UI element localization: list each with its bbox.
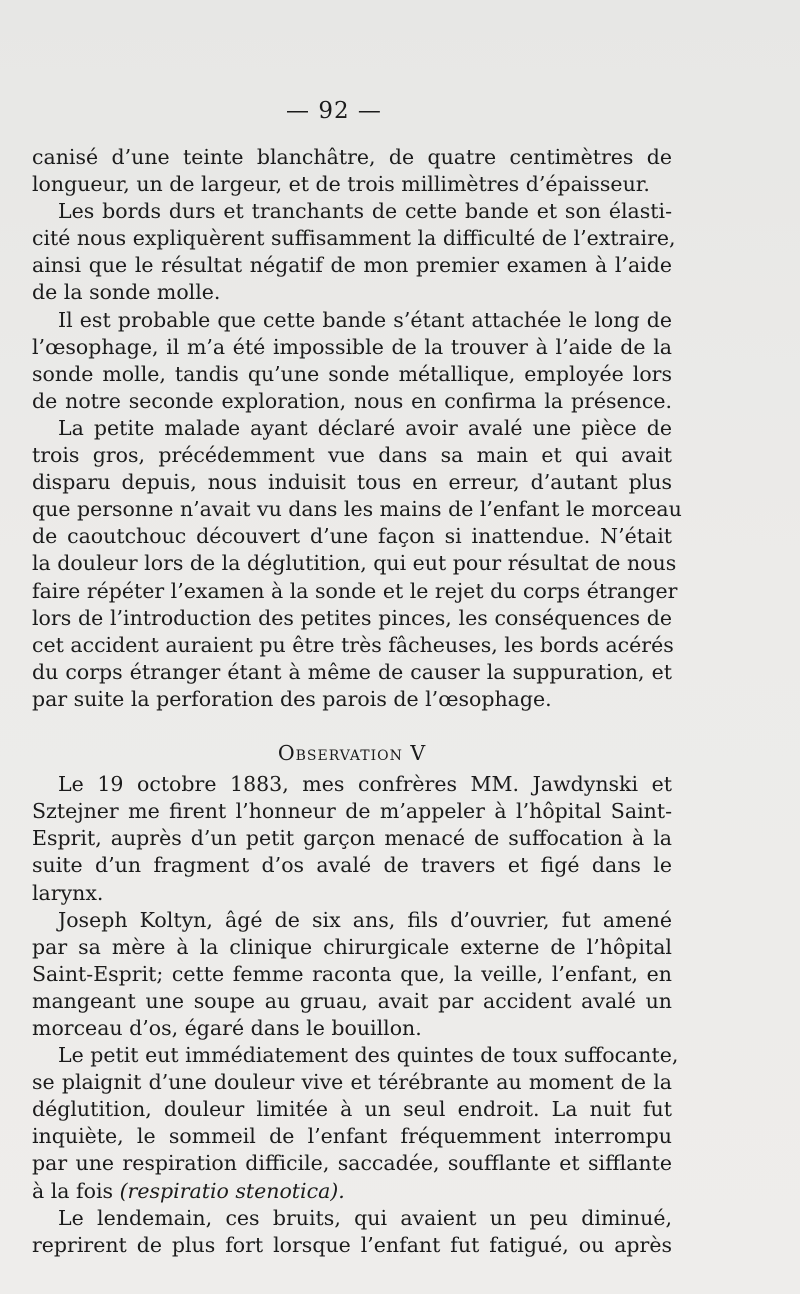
text-line: mangeant une soupe au gruau, avait par accident avalé un [32,988,672,1013]
text-line: Saint-Esprit; cette femme raconta que, la veille, l’enfant, en [32,961,672,986]
body-text [32,144,682,1259]
text-line: cité nous expliquèrent suffisamment la difficulté de l’extraire, [32,226,676,251]
text-line: déglutition, douleur limitée à un seul endroit. La nuit fut [32,1097,672,1122]
text-line: inquiète, le sommeil de l’enfant fréquemment interrompu [32,1124,672,1149]
text-line: canisé d’une teinte blanchâtre, de quatre centimètres de [32,145,672,169]
text-line: de caoutchouc découvert d’une façon si inattendue. N’était [32,524,672,549]
text-line: Sztejner me firent l’honneur de m’appeler à l’hôpital Saint- [32,799,672,824]
text-line: cet accident auraient pu être très fâcheuses, les bords acérés [32,632,674,657]
text-line: lors de l’introduction des petites pinces, les conséquences de [32,605,672,630]
text-line: Joseph Koltyn, âgé de six ans, fils d’ouvrier, fut amené [58,907,672,932]
text-line: sonde molle, tandis qu’une sonde métallique, employée lors [32,361,672,386]
text-line: se plaignit d’une douleur vive et térébrante au moment de la [32,1070,672,1095]
text-line: de la sonde molle. [32,280,221,305]
page-number: — 92 — [286,98,382,124]
italic-phrase: (respiratio stenotica). [119,1178,345,1203]
text-line [32,1178,672,1205]
text-line: suite d’un fragment d’os avalé de travers et figé dans le [32,853,672,878]
text-line: par suite la perforation des parois de l’œsophage. [32,686,552,711]
section-heading: Observation V [277,741,427,766]
text-line: morceau d’os, égaré dans le bouillon. [32,1016,422,1040]
text-line: par sa mère à la clinique chirurgicale externe de l’hôpital [32,934,672,959]
text-line: de notre seconde exploration, nous en confirma la présence. [32,388,672,413]
text-line: Le lendemain, ces bruits, qui avaient un peu diminué, [58,1205,672,1230]
text-line: trois gros, précédemment vue dans sa main et qui avait [32,443,672,468]
text-line: la douleur lors de la déglutition, qui eut pour résultat de nous [32,551,677,576]
text-run: à la fois [32,1178,120,1203]
text-line: que personne n’avait vu dans les mains de l’enfant le morceau [32,497,682,522]
text-line: Le petit eut immédiatement des quintes de toux suffocante, [58,1043,679,1068]
text-line: par une respiration difficile, saccadée, soufflante et sifflante [32,1151,672,1176]
text-line: La petite malade ayant déclaré avoir avalé une pièce de [58,415,672,440]
text-line: Il est probable que cette bande s’étant attachée le long de [58,307,672,332]
text-line: faire répéter l’examen à la sonde et le rejet du corps étranger [32,578,678,603]
text-line: reprirent de plus fort lorsque l’enfant fut fatigué, ou après [32,1232,672,1257]
text-line: l’œsophage, il m’a été impossible de la trouver à l’aide de la [32,334,672,359]
text-line: du corps étranger étant à même de causer la suppuration, et [32,659,672,684]
text-line: Le 19 octobre 1883, mes confrères MM. Jawdynski et [58,772,672,797]
text-line: longueur, un de largeur, et de trois millimètres d’épaisseur. [32,172,650,197]
text-line: larynx. [32,880,104,905]
text-line: ainsi que le résultat négatif de mon premier examen à l’aide [32,253,672,278]
text-line: Esprit, auprès d’un petit garçon menacé de suffocation à la [32,826,672,851]
text-line: Les bords durs et tranchants de cette bande et son élasti- [58,199,672,224]
text-line: disparu depuis, nous induisit tous en erreur, d’autant plus [32,470,672,495]
spacer [32,713,672,740]
